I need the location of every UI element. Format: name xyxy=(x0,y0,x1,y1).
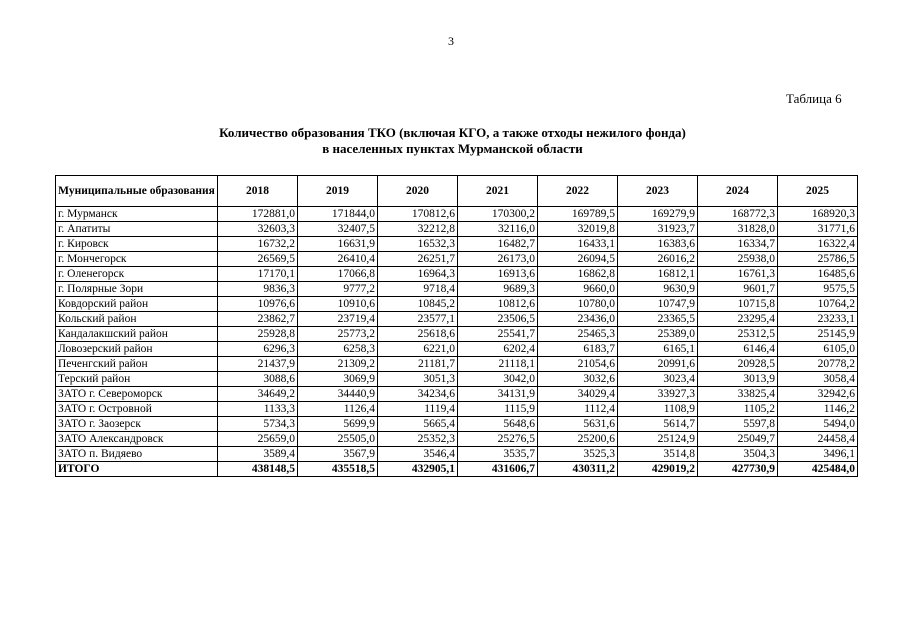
cell-value: 16334,7 xyxy=(698,237,778,252)
municipality-name: г. Полярные Зори xyxy=(56,282,218,297)
cell-value: 6165,1 xyxy=(618,342,698,357)
cell-value: 34440,9 xyxy=(298,387,378,402)
cell-value: 25312,5 xyxy=(698,327,778,342)
cell-value: 34029,4 xyxy=(538,387,618,402)
cell-value: 26251,7 xyxy=(378,252,458,267)
cell-value: 25276,5 xyxy=(458,432,538,447)
cell-value: 26410,4 xyxy=(298,252,378,267)
cell-value: 31771,6 xyxy=(778,222,858,237)
header-year: 2025 xyxy=(778,176,858,207)
cell-value: 16433,1 xyxy=(538,237,618,252)
cell-value: 1112,4 xyxy=(538,402,618,417)
header-municipality: Муниципальные образования xyxy=(56,176,218,207)
cell-value: 25049,7 xyxy=(698,432,778,447)
municipality-name: ЗАТО г. Заозерск xyxy=(56,417,218,432)
cell-value: 31923,7 xyxy=(618,222,698,237)
cell-value: 9836,3 xyxy=(218,282,298,297)
cell-value: 1146,2 xyxy=(778,402,858,417)
cell-value: 34234,6 xyxy=(378,387,458,402)
title-line-2: в населенных пунктах Мурманской области xyxy=(322,141,583,156)
cell-value: 3535,7 xyxy=(458,447,538,462)
table-row xyxy=(56,342,858,357)
municipality-name: г. Оленегорск xyxy=(56,267,218,282)
cell-value: 5665,4 xyxy=(378,417,458,432)
cell-value: 3058,4 xyxy=(778,372,858,387)
municipality-name: ЗАТО Александровск xyxy=(56,432,218,447)
title-line-1: Количество образования ТКО (включая КГО, а также отходы нежилого фонда) xyxy=(219,125,686,140)
cell-value: 23295,4 xyxy=(698,312,778,327)
cell-value: 169279,9 xyxy=(618,207,698,222)
cell-value: 16322,4 xyxy=(778,237,858,252)
header-year: 2024 xyxy=(698,176,778,207)
cell-value: 23436,0 xyxy=(538,312,618,327)
cell-value: 6183,7 xyxy=(538,342,618,357)
table-row xyxy=(56,402,858,417)
cell-value: 1133,3 xyxy=(218,402,298,417)
table-row xyxy=(56,447,858,462)
total-value: 429019,2 xyxy=(618,462,698,477)
cell-value: 3546,4 xyxy=(378,447,458,462)
municipality-name: г. Апатиты xyxy=(56,222,218,237)
table-row xyxy=(56,387,858,402)
table-row xyxy=(56,207,858,222)
cell-value: 16631,9 xyxy=(298,237,378,252)
table-row xyxy=(56,372,858,387)
cell-value: 6296,3 xyxy=(218,342,298,357)
cell-value: 23365,5 xyxy=(618,312,698,327)
cell-value: 21181,7 xyxy=(378,357,458,372)
cell-value: 3496,1 xyxy=(778,447,858,462)
cell-value: 32116,0 xyxy=(458,222,538,237)
waste-table xyxy=(55,175,858,477)
cell-value: 23862,7 xyxy=(218,312,298,327)
cell-value: 25505,0 xyxy=(298,432,378,447)
cell-value: 3088,6 xyxy=(218,372,298,387)
total-value: 425484,0 xyxy=(778,462,858,477)
municipality-name: Терский район xyxy=(56,372,218,387)
cell-value: 9630,9 xyxy=(618,282,698,297)
cell-value: 33927,3 xyxy=(618,387,698,402)
cell-value: 25541,7 xyxy=(458,327,538,342)
cell-value: 9718,4 xyxy=(378,282,458,297)
cell-value: 34649,2 xyxy=(218,387,298,402)
cell-value: 20778,2 xyxy=(778,357,858,372)
total-value: 430311,2 xyxy=(538,462,618,477)
cell-value: 170812,6 xyxy=(378,207,458,222)
cell-value: 9601,7 xyxy=(698,282,778,297)
cell-value: 16532,3 xyxy=(378,237,458,252)
cell-value: 21437,9 xyxy=(218,357,298,372)
cell-value: 34131,9 xyxy=(458,387,538,402)
cell-value: 3589,4 xyxy=(218,447,298,462)
table-row xyxy=(56,312,858,327)
table-row xyxy=(56,222,858,237)
cell-value: 10715,8 xyxy=(698,297,778,312)
table-row xyxy=(56,417,858,432)
cell-value: 6258,3 xyxy=(298,342,378,357)
cell-value: 21054,6 xyxy=(538,357,618,372)
municipality-name: Ковдорский район xyxy=(56,297,218,312)
cell-value: 5597,8 xyxy=(698,417,778,432)
cell-value: 26569,5 xyxy=(218,252,298,267)
cell-value: 25773,2 xyxy=(298,327,378,342)
cell-value: 6221,0 xyxy=(378,342,458,357)
cell-value: 25124,9 xyxy=(618,432,698,447)
municipality-name: ЗАТО п. Видяево xyxy=(56,447,218,462)
municipality-name: г. Мурманск xyxy=(56,207,218,222)
cell-value: 3051,3 xyxy=(378,372,458,387)
total-value: 431606,7 xyxy=(458,462,538,477)
cell-value: 3525,3 xyxy=(538,447,618,462)
cell-value: 16383,6 xyxy=(618,237,698,252)
cell-value: 5614,7 xyxy=(618,417,698,432)
cell-value: 32212,8 xyxy=(378,222,458,237)
cell-value: 20991,6 xyxy=(618,357,698,372)
cell-value: 3514,8 xyxy=(618,447,698,462)
cell-value: 16964,3 xyxy=(378,267,458,282)
cell-value: 32942,6 xyxy=(778,387,858,402)
table-row xyxy=(56,267,858,282)
cell-value: 9575,5 xyxy=(778,282,858,297)
cell-value: 26016,2 xyxy=(618,252,698,267)
header-year: 2018 xyxy=(218,176,298,207)
table-row xyxy=(56,297,858,312)
cell-value: 5494,0 xyxy=(778,417,858,432)
cell-value: 10812,6 xyxy=(458,297,538,312)
cell-value: 1115,9 xyxy=(458,402,538,417)
table-row xyxy=(56,357,858,372)
municipality-name: г. Кировск xyxy=(56,237,218,252)
cell-value: 3013,9 xyxy=(698,372,778,387)
total-value: 432905,1 xyxy=(378,462,458,477)
cell-value: 3023,4 xyxy=(618,372,698,387)
table-title xyxy=(0,125,905,157)
page-number: 3 xyxy=(448,34,454,48)
header-year: 2020 xyxy=(378,176,458,207)
cell-value: 25145,9 xyxy=(778,327,858,342)
cell-value: 10845,2 xyxy=(378,297,458,312)
cell-value: 17170,1 xyxy=(218,267,298,282)
cell-value: 172881,0 xyxy=(218,207,298,222)
cell-value: 169789,5 xyxy=(538,207,618,222)
total-row xyxy=(56,462,858,477)
cell-value: 1108,9 xyxy=(618,402,698,417)
header-year: 2023 xyxy=(618,176,698,207)
cell-value: 1105,2 xyxy=(698,402,778,417)
cell-value: 25618,6 xyxy=(378,327,458,342)
cell-value: 1126,4 xyxy=(298,402,378,417)
cell-value: 16862,8 xyxy=(538,267,618,282)
header-row xyxy=(56,176,858,207)
cell-value: 6202,4 xyxy=(458,342,538,357)
cell-value: 25352,3 xyxy=(378,432,458,447)
cell-value: 17066,8 xyxy=(298,267,378,282)
cell-value: 168920,3 xyxy=(778,207,858,222)
cell-value: 25786,5 xyxy=(778,252,858,267)
cell-value: 171844,0 xyxy=(298,207,378,222)
cell-value: 10780,0 xyxy=(538,297,618,312)
cell-value: 10910,6 xyxy=(298,297,378,312)
municipality-name: ЗАТО г. Островной xyxy=(56,402,218,417)
cell-value: 170300,2 xyxy=(458,207,538,222)
cell-value: 3504,3 xyxy=(698,447,778,462)
cell-value: 26173,0 xyxy=(458,252,538,267)
header-year: 2019 xyxy=(298,176,378,207)
cell-value: 23577,1 xyxy=(378,312,458,327)
cell-value: 3032,6 xyxy=(538,372,618,387)
cell-value: 21309,2 xyxy=(298,357,378,372)
cell-value: 3069,9 xyxy=(298,372,378,387)
cell-value: 21118,1 xyxy=(458,357,538,372)
cell-value: 16732,2 xyxy=(218,237,298,252)
cell-value: 5699,9 xyxy=(298,417,378,432)
cell-value: 9660,0 xyxy=(538,282,618,297)
header-year: 2022 xyxy=(538,176,618,207)
table-row xyxy=(56,327,858,342)
table-row xyxy=(56,237,858,252)
cell-value: 25389,0 xyxy=(618,327,698,342)
table-row xyxy=(56,282,858,297)
cell-value: 168772,3 xyxy=(698,207,778,222)
cell-value: 16812,1 xyxy=(618,267,698,282)
cell-value: 1119,4 xyxy=(378,402,458,417)
cell-value: 24458,4 xyxy=(778,432,858,447)
cell-value: 3567,9 xyxy=(298,447,378,462)
cell-value: 16913,6 xyxy=(458,267,538,282)
total-label: ИТОГО xyxy=(56,462,218,477)
cell-value: 5734,3 xyxy=(218,417,298,432)
cell-value: 6105,0 xyxy=(778,342,858,357)
cell-value: 23233,1 xyxy=(778,312,858,327)
municipality-name: Кольский район xyxy=(56,312,218,327)
cell-value: 10764,2 xyxy=(778,297,858,312)
cell-value: 32603,3 xyxy=(218,222,298,237)
municipality-name: Кандалакшский район xyxy=(56,327,218,342)
municipality-name: г. Мончегорск xyxy=(56,252,218,267)
table-row xyxy=(56,252,858,267)
total-value: 435518,5 xyxy=(298,462,378,477)
cell-value: 6146,4 xyxy=(698,342,778,357)
cell-value: 16482,7 xyxy=(458,237,538,252)
cell-value: 25938,0 xyxy=(698,252,778,267)
cell-value: 25465,3 xyxy=(538,327,618,342)
cell-value: 33825,4 xyxy=(698,387,778,402)
cell-value: 16761,3 xyxy=(698,267,778,282)
cell-value: 16485,6 xyxy=(778,267,858,282)
cell-value: 25659,0 xyxy=(218,432,298,447)
cell-value: 23719,4 xyxy=(298,312,378,327)
municipality-name: ЗАТО г. Североморск xyxy=(56,387,218,402)
total-value: 438148,5 xyxy=(218,462,298,477)
cell-value: 25200,6 xyxy=(538,432,618,447)
cell-value: 32407,5 xyxy=(298,222,378,237)
cell-value: 9777,2 xyxy=(298,282,378,297)
table-row xyxy=(56,432,858,447)
cell-value: 31828,0 xyxy=(698,222,778,237)
cell-value: 20928,5 xyxy=(698,357,778,372)
cell-value: 26094,5 xyxy=(538,252,618,267)
municipality-name: Печенгский район xyxy=(56,357,218,372)
cell-value: 10976,6 xyxy=(218,297,298,312)
cell-value: 5648,6 xyxy=(458,417,538,432)
total-value: 427730,9 xyxy=(698,462,778,477)
cell-value: 5631,6 xyxy=(538,417,618,432)
cell-value: 23506,5 xyxy=(458,312,538,327)
municipality-name: Ловозерский район xyxy=(56,342,218,357)
cell-value: 25928,8 xyxy=(218,327,298,342)
cell-value: 32019,8 xyxy=(538,222,618,237)
cell-value: 3042,0 xyxy=(458,372,538,387)
table-body xyxy=(56,207,858,477)
cell-value: 9689,3 xyxy=(458,282,538,297)
table-label: Таблица 6 xyxy=(786,91,842,106)
cell-value: 10747,9 xyxy=(618,297,698,312)
header-year: 2021 xyxy=(458,176,538,207)
